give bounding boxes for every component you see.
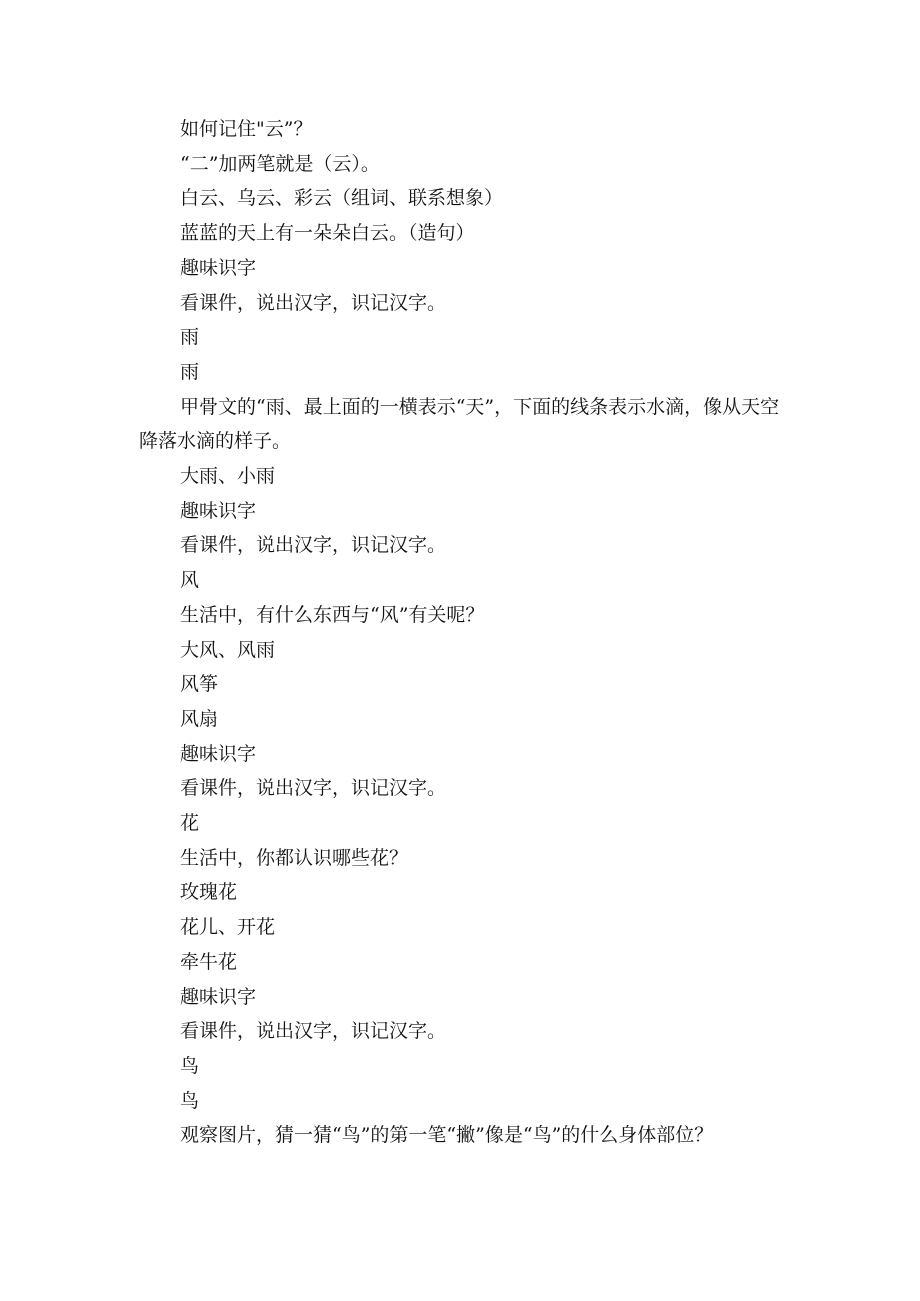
paragraph-24: 牵牛花 xyxy=(180,950,238,973)
paragraph-19: 看课件，说出汉字，识记汉字。 xyxy=(180,777,447,800)
paragraph-10: 大雨、小雨 xyxy=(180,465,276,488)
paragraph-27: 鸟 xyxy=(180,1054,200,1077)
paragraph-12: 看课件，说出汉字，识记汉字。 xyxy=(180,534,447,557)
paragraph-18: 趣味识字 xyxy=(180,742,257,765)
paragraph-15: 大风、风雨 xyxy=(180,638,276,661)
paragraph-17: 风扇 xyxy=(180,707,219,730)
paragraph-14: 生活中，有什么东西与“风”有关呢？ xyxy=(180,603,485,626)
paragraph-5: 趣味识字 xyxy=(180,256,257,279)
paragraph-22: 玫瑰花 xyxy=(180,881,238,904)
paragraph-6: 看课件，说出汉字，识记汉字。 xyxy=(180,291,447,314)
paragraph-25: 趣味识字 xyxy=(180,985,257,1008)
paragraph-20: 花 xyxy=(180,812,200,835)
paragraph-1: 如何记住"云”？ xyxy=(180,118,313,140)
paragraph-28: 鸟 xyxy=(180,1089,200,1112)
paragraph-29: 观察图片，猜一猜“鸟”的第一笔“撇”像是“鸟”的什么身体部位？ xyxy=(180,1124,714,1147)
paragraph-4: 蓝蓝的天上有一朵朵白云。（造句） xyxy=(180,222,475,245)
paragraph-16: 风筝 xyxy=(180,673,219,696)
paragraph-9: 甲骨文的“雨、最上面的一横表示“天”，下面的线条表示水滴，像从天空降落水滴的样子。 xyxy=(139,395,780,453)
paragraph-3: 白云、乌云、彩云（组词、联系想象） xyxy=(180,187,504,210)
paragraph-11: 趣味识字 xyxy=(180,499,257,522)
paragraph-13: 风 xyxy=(180,569,200,592)
paragraph-21: 生活中，你都认识哪些花？ xyxy=(180,846,409,869)
paragraph-26: 看课件，说出汉字，识记汉字。 xyxy=(180,1020,447,1043)
paragraph-8: 雨 xyxy=(180,360,200,383)
paragraph-2: “二”加两笔就是（云）。 xyxy=(180,152,380,175)
paragraph-23: 花儿、开花 xyxy=(180,916,276,939)
paragraph-7: 雨 xyxy=(180,326,200,349)
document-body xyxy=(139,112,784,1153)
